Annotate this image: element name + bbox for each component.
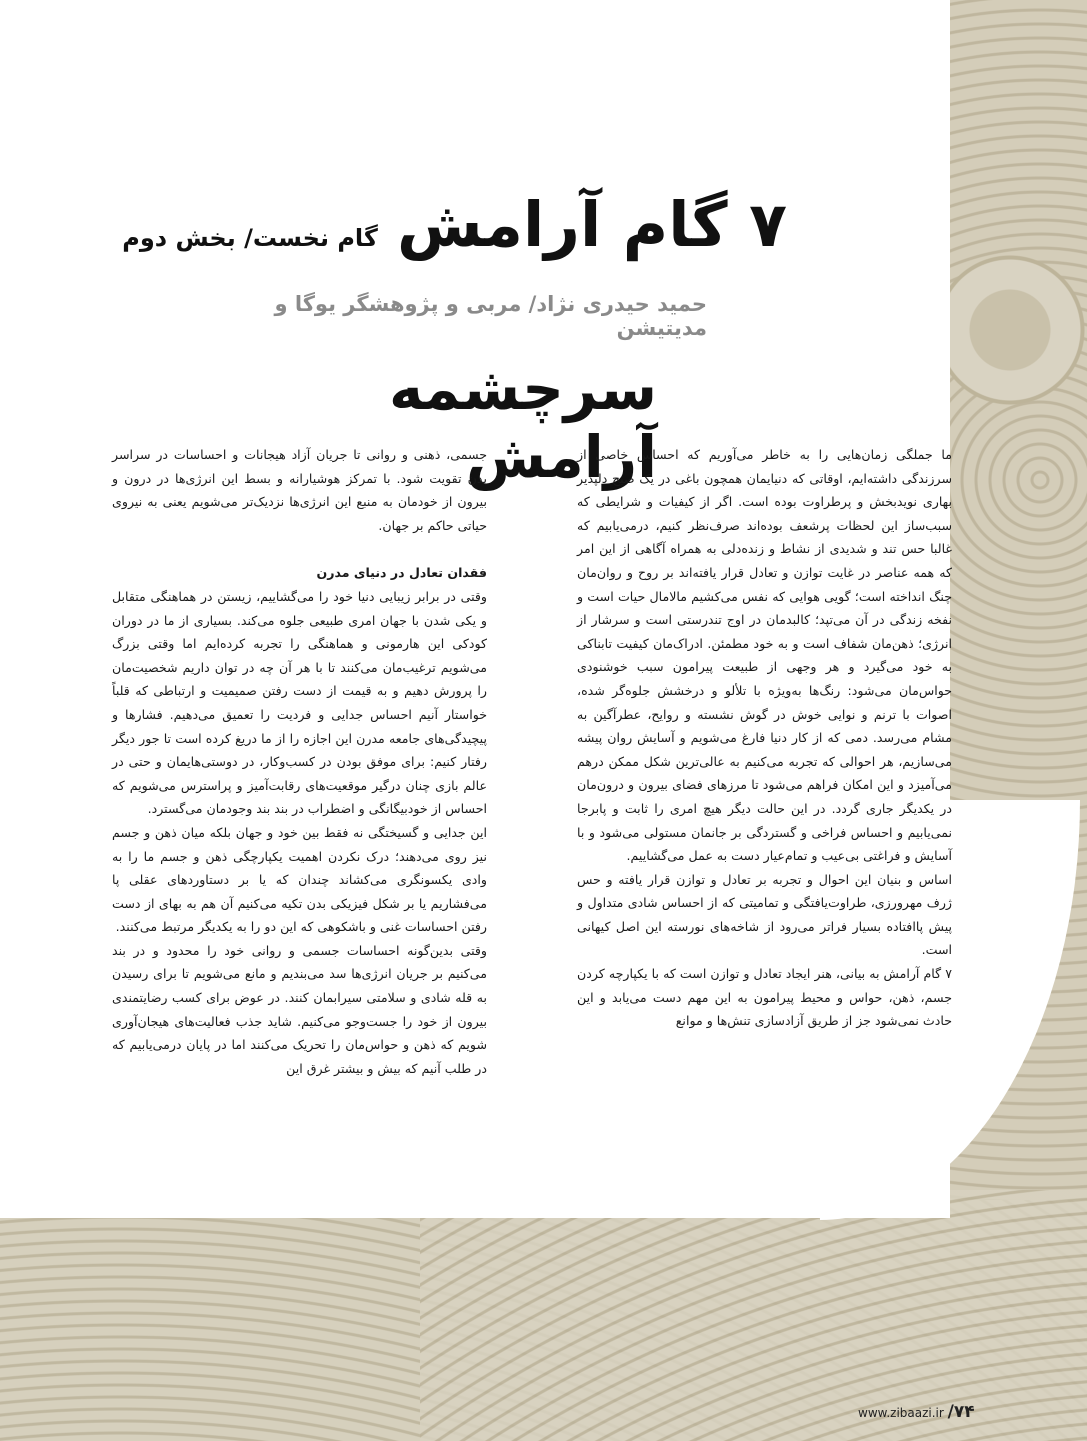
text-column-right	[577, 443, 952, 1033]
paragraph: جسمی، ذهنی و روانی تا جریان آزاد هیجانات و احساسات در سراسر بدن تقویت شود. با تمرکز هوشیارانه و بسط این انرژی‌ها در درون و بیرون از خودمان به منبع این انرژی‌ها نزدیک‌تر می‌شویم یعنی به نیروی حیاتی حاکم بر جهان.	[112, 447, 487, 533]
paragraph: این جدایی و گسیختگی نه فقط بین خود و جهان بلکه میان ذهن و جسم نیز روی می‌دهند؛ درک نکردن اهمیت یکپارچگی ذهن و جسم ما را به وادی یکسونگری می‌کشاند چندان که یا بر دستاوردهای عقلی پا می‌فشاریم یا بر شکل فیزیکی بدن تکیه می‌کنیم آن هم به بهای از دست رفتن احساسات غنی و باشکوهی که این دو را به یکدیگر مرتبط می‌کنند.	[112, 824, 487, 935]
page-footer	[858, 1402, 988, 1422]
title-row	[87, 188, 787, 278]
paragraph: وقتی بدین‌گونه احساسات جسمی و روانی خود را محدود و در بند می‌کنیم بر جریان انرژی‌ها سد می‌بندیم و مانع می‌شویم تا برای رسیدن به قله شادی و سلامتی سیرابمان کنند. در عوض برای کسب رضایتمندی بیرون از خود را جست‌وجو می‌کنیم. شاید جذب فعالیت‌های هیجان‌آوری شویم که ذهن و حواس‌مان را تحریک می‌کنند اما در پایان درمی‌یابیم که در طلب آنیم که بیش و بیشتر غرق این	[112, 942, 487, 1076]
section-heading: سرچشمه آرامش	[389, 355, 657, 491]
paragraph: ما جملگی زمان‌هایی را به خاطر می‌آوریم که احساس خاصی از سرزندگی داشته‌ایم، اوقاتی که دنیایمان همچون باغی در یک صبح دلپذیر بهاری نویدبخش و پرطراوت بوده است. اگر از کیفیات و شرایطی که سبب‌ساز این لحظات پرشعف بوده‌اند صرف‌نظر کنیم، درمی‌یابیم که غالبا حس تند و شدیدی از نشاط و زنده‌دلی به همراه آگاهی از این امر که همه عناصر در غایت توازن و تعادل قرار یافته‌اند بر روح و روان‌مان چنگ انداخته است؛ گویی هوایی که نفس می‌کشیم مالامال حیات است و نفخه زندگی در آن می‌تپد؛ کالبدمان در اوج تندرستی است و سرشار از انرژی؛ ذهن‌مان شفاف است و به خود مطمئن. ادراک‌مان کیفیت تابناکی به خود می‌گیرد و هر وجهی از طبیعت پیرامون سبب خوشنودی حواس‌مان می‌شود: رنگ‌ها به‌ویژه با تلألو و درخشش جلوه‌گر شده، اصوات با ترنم و نوایی خوش در گوش نشسته و روایح، عطرآگین به مشام می‌رسد. دمی که از کار دنیا فارغ می‌شویم و آسایش روان پیشه می‌سازیم، هر احوالی که تجربه می‌کنیم به عالی‌ترین شکل ممکن درهم می‌آمیزد و این امکان فراهم می‌شود تا مرزهای فضای بیرون و درون‌مان در یکدیگر جاری گردد. در این حالت دیگر هیچ امری را ثابت و پابرجا نمی‌یابیم و احساس فراخی و گستردگی بر جانمان مستولی می‌شود و با آسایش و فراغتی بی‌عیب و تمام‌عیار دست به عمل می‌گشاییم.	[577, 447, 952, 864]
author-byline: حمید حیدری نژاد/ مربی و پژوهشگر یوگا و مدیتیشن	[274, 292, 707, 340]
paragraph: ۷ گام آرامش به بیانی، هنر ایجاد تعادل و توازن است که با یکپارچه کردن جسم، ذهن، حواس و محیط پیرامون به این مهم دست می‌یابد و این حادث نمی‌شود جز از طریق آزادسازی تنش‌ها و موانع	[577, 966, 952, 1029]
paragraph: اساس و بنیان این احوال و تجربه بر تعادل و توازن قرار یافته و حس ژرف مهرورزی، طراوت‌یافتگی و تمامیتی که از احساس شادی متداول و پیش پاافتاده بسیار فراتر می‌رود از شاخه‌های نورسته این اصل کیهانی است.	[577, 871, 952, 958]
subheading: فقدان تعادل در دنیای مدرن	[316, 565, 487, 581]
article-subtitle: گام نخست/ بخش دوم	[122, 224, 378, 252]
article-title: ۷ گام آرامش	[396, 188, 787, 261]
footer-url: www.zibaazi.ir	[858, 1406, 944, 1420]
paragraph: وقتی در برابر زیبایی دنیا خود را می‌گشاییم، زیستن در هماهنگی متقابل و یکی شدن با جهان امری طبیعی جلوه می‌کند. بسیاری از ما در دوران کودکی این هارمونی و هماهنگی را تجربه کرده‌ایم اما وقتی بزرگ می‌شویم ترغیب‌مان می‌کنند تا با هر آن چه در توان داریم شخصیت‌مان را پرورش دهیم و به قیمت از دست رفتن صمیمیت و ارتباطی که قلباً خواستار آنیم احساس جدایی و فردیت را تعمیق می‌دهیم. فشارها و پیچیدگی‌های جامعه مدرن این اجازه را از ما دریغ کرده است تا جور دیگر رفتار کنیم: برای موفق بودن در کسب‌وکار، در دوستی‌هایمان و حتی در عالم بازی چنان درگیر موقعیت‌های رقابت‌آمیز و پراسترس می‌شویم که احساس از خودبیگانگی و اضطراب در بند بند وجودمان می‌گسترد.	[112, 588, 487, 817]
page-number: /۷۴	[947, 1402, 975, 1422]
text-column-left	[112, 443, 487, 1080]
